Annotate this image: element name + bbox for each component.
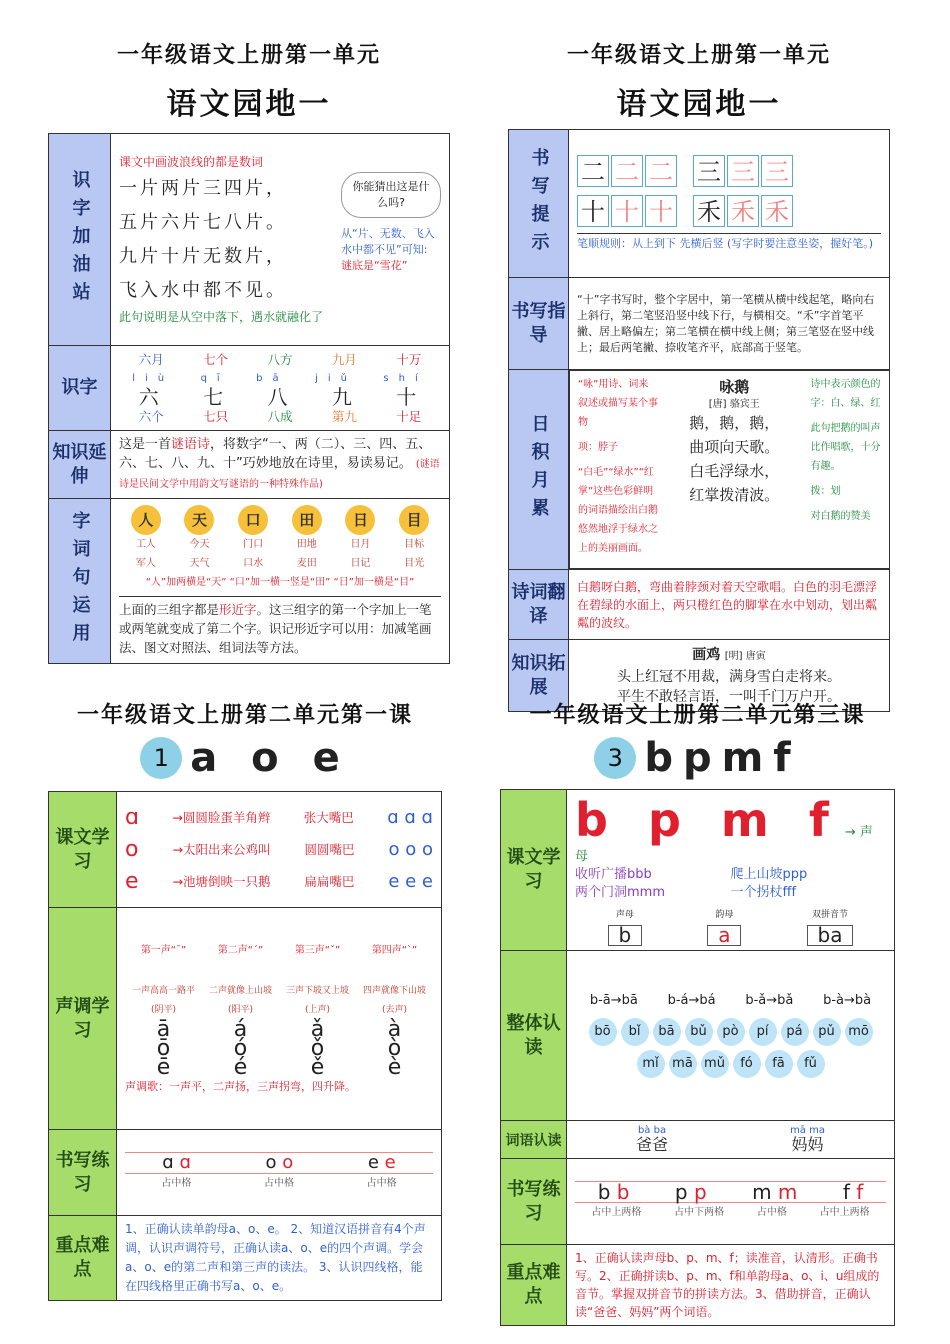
tone-vowel: ǎ	[310, 1017, 325, 1042]
grid-cell: 禾	[761, 195, 793, 227]
tone-desc: 四声就像下山坡(去声)	[362, 986, 426, 1015]
spell-box-label: 声母	[615, 910, 634, 920]
tone-names	[125, 941, 433, 960]
grid-cell: 二	[577, 155, 609, 187]
word-bottom: 十足	[396, 409, 422, 424]
grid-cell: 二	[611, 155, 643, 187]
label-char-station: 识字加油站	[49, 134, 111, 346]
write4-note: 占中上两格	[591, 1207, 642, 1218]
label-word-use: 字词句运用	[49, 499, 111, 664]
vowel-letter: o	[125, 836, 139, 862]
poem-note: 项：脖子	[578, 442, 618, 453]
vowel-letter: ɑ	[125, 804, 139, 830]
write-note: 占中格	[263, 1178, 294, 1189]
translation-text: 白鹅呀白鹅，弯曲着脖颈对着天空歌唱。白色的羽毛漂浮在碧绿的水面上，两只橙红色的脚掌在水中划动，划出粼粼的波纹。	[569, 570, 890, 640]
spell-box	[608, 906, 643, 946]
flower-icon: 天	[184, 505, 214, 535]
label-writing-tips: 书写提示	[509, 130, 569, 278]
word-item	[790, 1126, 825, 1154]
flower-icon: 田	[292, 505, 322, 535]
char: 七	[203, 385, 229, 409]
poem-line-1: 一片两片三四片，	[119, 177, 287, 199]
poem-author: [唐] 骆宾王	[708, 399, 760, 410]
spell-box	[807, 906, 854, 946]
char: 八	[267, 385, 293, 409]
vowel-row	[125, 834, 433, 866]
panel2-title-2: 语文园地一	[616, 87, 782, 122]
spell: b-ǎ→bǎ	[745, 993, 794, 1008]
panel-unit1-garden-a	[48, 38, 450, 664]
write4-black: b	[597, 1180, 617, 1204]
write4-red: m	[777, 1180, 798, 1204]
syllable: bǐ	[621, 1018, 649, 1046]
chars-row	[119, 385, 441, 409]
write-item	[368, 1152, 396, 1174]
flower-word: 日记	[350, 558, 371, 569]
label-key-points: 重点难点	[49, 1216, 117, 1301]
spell: b-à→bà	[823, 993, 872, 1008]
flower-icon: 口	[238, 505, 268, 535]
label4-words: 词语认读	[501, 1121, 567, 1159]
grid-cell: 十	[645, 195, 677, 227]
panel4-title: 一年级语文上册第二单元第三课	[529, 703, 866, 728]
pinyin: shí	[383, 373, 428, 384]
tone-name: 第一声“ˉ”	[140, 945, 187, 956]
panel-title-2: 语文园地一	[166, 87, 332, 122]
ext-poem-author: [明] 唐寅	[724, 650, 766, 662]
pinyin: jiǔ	[315, 373, 357, 384]
key4-points-text: 1、正确认读声母b、p、m、f；读准音，认清形。正确书写。2、正确拼读b、p、m、f和单韵母a、o、i、u组成的音节。掌握双拼音节的拼读方法。3、借助拼音，正确认读“爸爸、妈妈”两个词语。	[567, 1245, 895, 1326]
flower-word: 目光	[404, 558, 425, 569]
poem-line-3: 九片十片无数片，	[119, 245, 287, 267]
write-item	[162, 1152, 191, 1174]
sim-text-red: 形近字	[219, 602, 257, 617]
syllable: bā	[653, 1018, 681, 1046]
label-literacy: 识字	[49, 346, 111, 431]
label-text-study: 课文学习	[49, 792, 117, 908]
sim-text-a: 上面的三组字都是	[119, 602, 220, 617]
write4-black: m	[752, 1180, 778, 1204]
rhymes	[575, 866, 886, 902]
poem-line-4: 飞入水中都不见。	[119, 279, 287, 301]
write4-black: f	[842, 1180, 857, 1204]
flower-word: 门口	[243, 539, 264, 550]
write-black: ɑ	[162, 1152, 180, 1173]
tone-vowel-row	[125, 1055, 433, 1080]
vowel-rhyme: →太阳出来公鸡叫	[172, 841, 271, 857]
syllable: pá	[781, 1018, 809, 1046]
words-row	[575, 1126, 886, 1154]
k-text-red: 谜语诗	[171, 437, 211, 452]
tone-desc: 一声高高一路平(阴平)	[131, 986, 195, 1015]
panel4-table	[500, 789, 895, 1326]
write4-notes	[575, 1203, 886, 1222]
vowel-repeat: o o o	[388, 838, 433, 860]
hint-text: 从“片、无数、飞入水中都不见”可知:	[341, 226, 435, 256]
label-extension: 知识拓展	[509, 640, 569, 712]
flower-words	[119, 535, 441, 573]
write-black: o	[265, 1152, 283, 1173]
guide-text: “十”字书写时，整个字居中，第一笔横从横中线起笔，略向右上斜行，第二笔竖沿竖中线下行，与横相交。“禾”字首笔平撇、居上略偏左；第二笔横在横中线上侧；第三笔竖在竖中线上；最后两笔撇、捺收笔齐平，底部高于竖笔。	[569, 278, 890, 370]
label-writing-guide: 书写指导	[509, 278, 569, 370]
stroke-rule: 笔顺规则：从上到下 先横后竖 (写字时要注意坐姿，握好笔。)	[577, 233, 881, 253]
syllable-bubbles	[575, 1016, 886, 1080]
syllable: mā	[669, 1050, 697, 1078]
syllable: pǔ	[813, 1018, 841, 1046]
mouth-shape: 扁扁嘴巴	[304, 873, 355, 889]
grid-cell: 三	[761, 155, 793, 187]
grid-cell: 三	[693, 155, 725, 187]
words-bottom-row	[119, 407, 441, 426]
ext-line-2: 平生不敢轻言语，一叫千门万户开。	[617, 688, 841, 705]
flower-word: 田地	[296, 539, 317, 550]
tone-desc: 二声就像上山坡(阳平)	[208, 986, 272, 1015]
sim-text-b: 。这三组字的第一个字加上一笔或两笔就变成了第二个字。识记形近字可以用：加减笔画法、图文对照法、组词法等方法。	[119, 602, 432, 655]
write-note: 占中格	[366, 1178, 397, 1189]
label-writing-practice: 书写练习	[49, 1130, 117, 1216]
word-pinyin: bà ba	[637, 1124, 667, 1136]
char: 九	[331, 385, 357, 409]
write4-note: 占中格	[756, 1207, 787, 1218]
spelling-boxes	[575, 906, 886, 946]
flower-word: 军人	[135, 558, 156, 569]
flower-word: 天气	[189, 558, 210, 569]
label4-whole-read: 整体认读	[501, 951, 567, 1121]
writing-grid	[693, 195, 795, 227]
tone-vowel: à	[387, 1017, 402, 1042]
word-top: 七个	[203, 352, 229, 367]
grid-cell: 二	[645, 155, 677, 187]
ext-line-1: 头上红冠不用裁，满身雪白走将来。	[617, 668, 841, 685]
word-bottom: 八成	[267, 409, 293, 424]
char: 六	[138, 385, 164, 409]
lesson-letters: a o e	[190, 735, 350, 781]
flower-icon: 日	[345, 505, 375, 535]
writing-grids	[577, 155, 881, 227]
note-top: 课文中画波浪线的都是数词	[119, 154, 264, 169]
number-words	[111, 346, 450, 431]
lesson4-number: 3	[594, 737, 636, 779]
tone-desc: 三声下坡又上坡(上声)	[285, 986, 349, 1015]
tone-vowel: é	[233, 1055, 248, 1080]
poem-line: 红掌拨清波。	[689, 486, 780, 504]
flower-word: 麦田	[296, 558, 317, 569]
tone-vowel: ē	[156, 1055, 171, 1080]
writing-grid	[693, 155, 795, 187]
rhyme: 一个拐杖fff	[730, 885, 797, 900]
write-black: e	[367, 1152, 385, 1173]
vowel-repeat: e e e	[388, 870, 433, 892]
vowel-repeat: ɑ ɑ ɑ	[387, 806, 433, 828]
tone-vowel: è	[387, 1055, 402, 1080]
poem-line: 曲项向天歌。	[689, 438, 780, 456]
vowel-rhyme: →池塘倒映一只鹅	[172, 873, 271, 889]
tone-name: 第四声“ˋ”	[371, 945, 418, 956]
rhyme: 爬上山坡ppp	[730, 867, 808, 882]
panel2-title-1: 一年级语文上册第一单元	[566, 43, 831, 68]
writing-grid	[577, 195, 679, 227]
mouth-shape: 张大嘴巴	[303, 809, 354, 825]
write4-item	[598, 1181, 630, 1203]
label-accumulate: 日积月累	[509, 370, 569, 570]
char: 十	[396, 385, 422, 409]
panel-title-1: 一年级语文上册第一单元	[116, 43, 381, 68]
note-bottom: 此句说明是从空中落下，遇水就融化了	[119, 309, 324, 324]
writing-grid	[577, 155, 679, 187]
syllable: fó	[733, 1050, 761, 1078]
word-top: 九月	[331, 352, 357, 367]
tone-vowel: ō	[156, 1036, 171, 1061]
spell: b-ā→bā	[589, 993, 638, 1008]
spell-box-label: 双拼音节	[811, 910, 848, 920]
grid-cell: 十	[611, 195, 643, 227]
lesson-number: 1	[140, 737, 182, 779]
write4-item	[752, 1181, 797, 1203]
tone-vowel-row	[125, 1017, 433, 1042]
syllable: fā	[765, 1050, 793, 1078]
syllable: pí	[749, 1018, 777, 1046]
write-item	[265, 1152, 293, 1174]
vowel-rhyme: →圆圆脸蛋羊角辫	[172, 809, 271, 825]
poem-note: 拨：划	[810, 486, 841, 497]
tone-desc	[125, 982, 433, 1020]
word-top: 十万	[396, 352, 422, 367]
flower-word: 今天	[189, 539, 210, 550]
mouth-shape: 圆圆嘴巴	[304, 841, 355, 857]
vowel-rows	[117, 792, 442, 908]
lesson4-letters: bpmf	[644, 735, 801, 781]
flowers-row	[119, 505, 441, 535]
grid-cell: 禾	[727, 195, 759, 227]
tone-name: 第二声“ˊ”	[217, 945, 264, 956]
pinyin: qī	[200, 373, 230, 384]
panel-lesson-bpmf	[500, 698, 895, 1326]
ext-poem-title: 画鸡	[692, 646, 721, 663]
panel-lesson-aoe	[48, 698, 442, 1301]
spell-box-letter: ba	[807, 925, 854, 946]
spell-box-letter: b	[608, 925, 643, 946]
word-bottom: 七只	[203, 409, 229, 424]
word: 爸爸	[636, 1134, 669, 1154]
words-top-row	[119, 350, 441, 369]
poem-title: 咏鹅	[719, 378, 750, 396]
panel-unit1-garden-b	[508, 38, 890, 712]
syllable: pò	[717, 1018, 745, 1046]
pinyin: bā	[256, 373, 289, 384]
rule-text: “人”加两横是“天” “口”加一横一竖是“田” “日”加一横是“目”	[145, 577, 415, 588]
syllable: mǔ	[701, 1050, 729, 1078]
write4-black: p	[674, 1180, 694, 1204]
tone-vowel-row	[125, 1036, 433, 1061]
word-item	[636, 1126, 668, 1154]
syllable: mō	[845, 1018, 873, 1046]
grid-cell: 十	[577, 195, 609, 227]
write-line	[125, 1152, 433, 1174]
word-bottom: 六个	[138, 409, 164, 424]
k-text-b: ，将数字“一、两（二）、三、四、五、六、七、八、九、十”巧妙地放在诗里，易读易记。	[119, 437, 432, 471]
poem-right-notes	[811, 375, 881, 564]
label-knowledge: 知识延伸	[49, 431, 111, 499]
write-notes	[125, 1174, 433, 1193]
spell-row	[575, 991, 886, 1010]
vowel-row	[125, 802, 433, 834]
vowel-row	[125, 866, 433, 898]
big-initials: b p m f	[575, 793, 841, 847]
write4-note: 占中上两格	[819, 1207, 870, 1218]
k-text-a: 这是一首	[119, 437, 172, 452]
write-red: e	[384, 1152, 396, 1173]
label4-writing: 书写练习	[501, 1159, 567, 1245]
spell-box	[707, 906, 741, 946]
write-note: 占中格	[161, 1178, 192, 1189]
word-pinyin: mā ma	[790, 1124, 825, 1136]
pinyin: liù	[132, 373, 175, 384]
poem-note: “咏”用诗、词来叙述或描写某个事物	[578, 379, 658, 428]
flower-word: 目标	[404, 539, 425, 550]
spell: b-á→bá	[667, 993, 716, 1008]
label4-key-points: 重点难点	[501, 1245, 567, 1326]
label-tone-study: 声调学习	[49, 908, 117, 1130]
syllable: fǔ	[797, 1050, 825, 1078]
poem-line: 鹅，鹅，鹅，	[689, 414, 780, 432]
word: 妈妈	[791, 1134, 824, 1154]
syllable: bō	[589, 1018, 617, 1046]
poem-line-2: 五片六片七八片。	[119, 211, 287, 233]
panel3-title: 一年级语文上册第二单元第一课	[76, 703, 413, 728]
answer-text: 谜底是“雪花”	[341, 258, 408, 272]
poem-note: 此句把鹅的叫声比作唱歌，十分有趣。	[810, 423, 881, 472]
tone-vowel: ě	[310, 1055, 325, 1080]
poem-left-notes	[578, 375, 658, 564]
key-points-text: 1、正确认读单韵母a、o、e。 2、知道汉语拼音有4个声调，认识声调符号，正确认读a、o、e的四个声调。学会a、o、e的第二声和第三声的读法。 3、认识四线格，能在四线格里正确书写a、o、e。	[117, 1216, 442, 1301]
poem-note: 诗中表示颜色的字：白、绿、红	[810, 379, 881, 409]
word-top: 六月	[138, 352, 164, 367]
label-translation: 诗词翻译	[509, 570, 569, 640]
flower-word: 工人	[135, 539, 156, 550]
syllable: mǐ	[637, 1050, 665, 1078]
flower-word: 日月	[350, 539, 371, 550]
spell-box-letter: a	[707, 925, 741, 946]
panel2-table	[508, 129, 890, 712]
write-red: ɑ	[179, 1152, 191, 1173]
poem-note: 对白鹅的赞美	[810, 511, 871, 522]
flower-icon: 目	[399, 505, 429, 535]
grid-cell: 禾	[693, 195, 725, 227]
thought-bubble: 你能猜出这是什么吗?	[341, 172, 441, 218]
k-note: (谜语诗是民间文学中用韵文写谜语的一种特殊作品)	[119, 459, 440, 490]
tone-vowel: á	[233, 1017, 248, 1042]
write4-note: 占中下两格	[674, 1207, 725, 1218]
flower-word: 口水	[243, 558, 264, 569]
spell-box-label: 韵母	[715, 910, 734, 920]
tone-song: 声调歌：一声平，二声扬，三声拐弯，四升降。	[125, 1080, 356, 1093]
write4-line	[575, 1181, 886, 1203]
write-red: o	[282, 1152, 294, 1173]
write4-red: b	[616, 1180, 630, 1204]
write4-item	[843, 1181, 863, 1203]
poem-line: 白毛浮绿水，	[689, 462, 780, 480]
write4-red: f	[856, 1180, 864, 1204]
word-bottom: 第九	[331, 409, 357, 424]
tone-vowels	[125, 1017, 433, 1080]
rhyme: 收听广播bbb	[575, 867, 652, 882]
panel3-table	[48, 791, 442, 1301]
panel1-table	[48, 133, 450, 664]
tone-name: 第三声“ˇ”	[294, 945, 341, 956]
flower-icon: 人	[131, 505, 161, 535]
vowel-letter: e	[125, 868, 139, 894]
tone-vowel: ó	[233, 1036, 248, 1061]
write4-red: p	[693, 1180, 707, 1204]
tone-vowel: ò	[387, 1036, 402, 1061]
tone-vowel: ǒ	[310, 1036, 325, 1061]
grid-cell: 三	[727, 155, 759, 187]
poem-lines	[658, 411, 811, 507]
poem-note: “白毛”“绿水”“红掌”这些色彩鲜明的词语描绘出白鹅悠然地浮于绿水之上的美丽画面。	[578, 467, 658, 554]
tone-vowel: ā	[156, 1017, 171, 1042]
label4-text-study: 课文学习	[501, 790, 567, 951]
write4-item	[675, 1181, 707, 1203]
word-top: 八方	[267, 352, 293, 367]
initials-tag: → 声 母	[575, 825, 873, 864]
rhyme: 两个门洞mmm	[575, 885, 665, 900]
syllable: bǔ	[685, 1018, 713, 1046]
